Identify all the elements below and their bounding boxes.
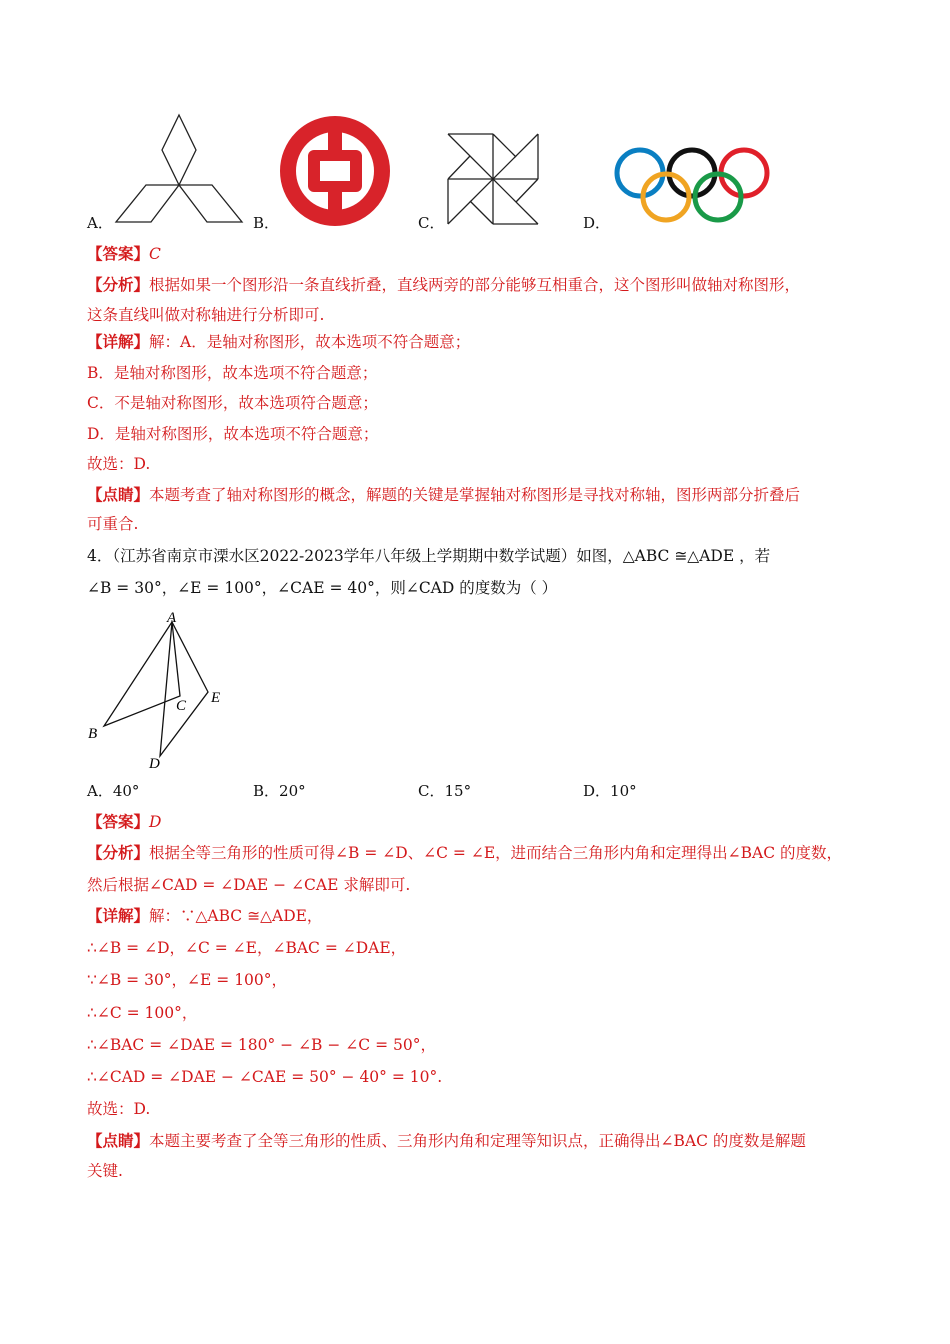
q4-detail-line-3: ∵∠B = 30°，∠E = 100°， bbox=[87, 971, 288, 989]
option-d-label: D． bbox=[583, 214, 611, 232]
q4-detail-line-6: ∴∠CAD = ∠DAE − ∠CAE = 50° − 40° = 10°. bbox=[87, 1068, 443, 1086]
option-c-label: C． bbox=[418, 214, 445, 232]
q4-analysis-line-2: 然后根据∠CAD = ∠DAE − ∠CAE 求解即可. bbox=[87, 876, 411, 894]
q4-comment-line-2: 关键. bbox=[87, 1162, 123, 1180]
option-a-figure bbox=[112, 112, 244, 226]
olympic-rings-icon bbox=[612, 146, 772, 224]
q4-detail-line-5: ∴∠BAC = ∠DAE = 180° − ∠B − ∠C = 50°， bbox=[87, 1036, 436, 1054]
q3-analysis-line-1: 【分析】根据如果一个图形沿一条直线折叠，直线两旁的部分能够互相重合，这个图形叫做轴对称图形， bbox=[87, 275, 801, 294]
q4-comment-line-1: 【点睛】本题主要考查了全等三角形的性质、三角形内角和定理等知识点，正确得出∠BAC 的度数是解题 bbox=[87, 1131, 806, 1150]
q4-analysis-line-1: 【分析】根据全等三角形的性质可得∠B = ∠D、∠C = ∠E，进而结合三角形内角和定理得出∠BAC 的度数， bbox=[87, 843, 842, 862]
option-b-label: B． bbox=[253, 214, 280, 232]
q4-option-a: A．40° bbox=[87, 782, 140, 800]
q3-detail-line-3: C．不是轴对称图形，故本选项符合题意； bbox=[87, 394, 378, 412]
q4-choose: 故选：D. bbox=[87, 1100, 151, 1118]
vertex-a-label: A bbox=[167, 610, 177, 626]
bank-of-china-logo-icon bbox=[278, 114, 392, 228]
option-d-figure bbox=[612, 146, 772, 224]
q3-detail-line-4: D．是轴对称图形，故本选项不符合题意； bbox=[87, 425, 379, 443]
q4-detail-line-2: ∴∠B = ∠D，∠C = ∠E，∠BAC = ∠DAE， bbox=[87, 939, 407, 957]
q4-detail-line-1: 【详解】解：∵△ABC ≅△ADE， bbox=[87, 906, 323, 925]
pinwheel-figure-icon bbox=[446, 132, 540, 226]
q3-answer: 【答案】C bbox=[87, 244, 161, 263]
q4-detail-line-4: ∴∠C = 100°， bbox=[87, 1004, 198, 1022]
q4-answer: 【答案】D bbox=[87, 812, 162, 831]
q4-stem-line-2: ∠B = 30°，∠E = 100°，∠CAE = 40°，则∠CAD 的度数为（ ） bbox=[87, 579, 558, 597]
vertex-d-label: D bbox=[149, 756, 160, 772]
q4-stem-line-1: 4．（江苏省南京市溧水区2022-2023学年八年级上学期期中数学试题）如图，△ABC ≅△ADE ，若 bbox=[87, 547, 771, 565]
q3-comment-line-1: 【点睛】本题考查了轴对称图形的概念，解题的关键是掌握轴对称图形是寻找对称轴，图形两部分折叠后 bbox=[87, 485, 801, 504]
q3-choose: 故选：D. bbox=[87, 455, 151, 473]
option-c-figure bbox=[446, 132, 540, 226]
mitsubishi-logo-icon bbox=[112, 112, 244, 226]
option-a-label: A． bbox=[87, 214, 113, 232]
q4-option-d: D．10° bbox=[583, 782, 637, 800]
q3-analysis-line-2: 这条直线叫做对称轴进行分析即可. bbox=[87, 306, 325, 324]
q3-comment-line-2: 可重合. bbox=[87, 515, 139, 533]
option-b-figure bbox=[278, 114, 392, 228]
q4-option-b: B．20° bbox=[253, 782, 306, 800]
q3-detail-line-2: B．是轴对称图形，故本选项不符合题意； bbox=[87, 364, 378, 382]
vertex-c-label: C bbox=[176, 698, 187, 714]
vertex-e-label: E bbox=[211, 690, 221, 706]
q3-detail-line-1: 【详解】解：A．是轴对称图形，故本选项不符合题意； bbox=[87, 332, 471, 351]
vertex-b-label: B bbox=[88, 726, 98, 742]
q4-option-c: C．15° bbox=[418, 782, 472, 800]
triangle-figure bbox=[84, 608, 234, 774]
congruent-triangles-diagram-icon bbox=[84, 608, 234, 774]
